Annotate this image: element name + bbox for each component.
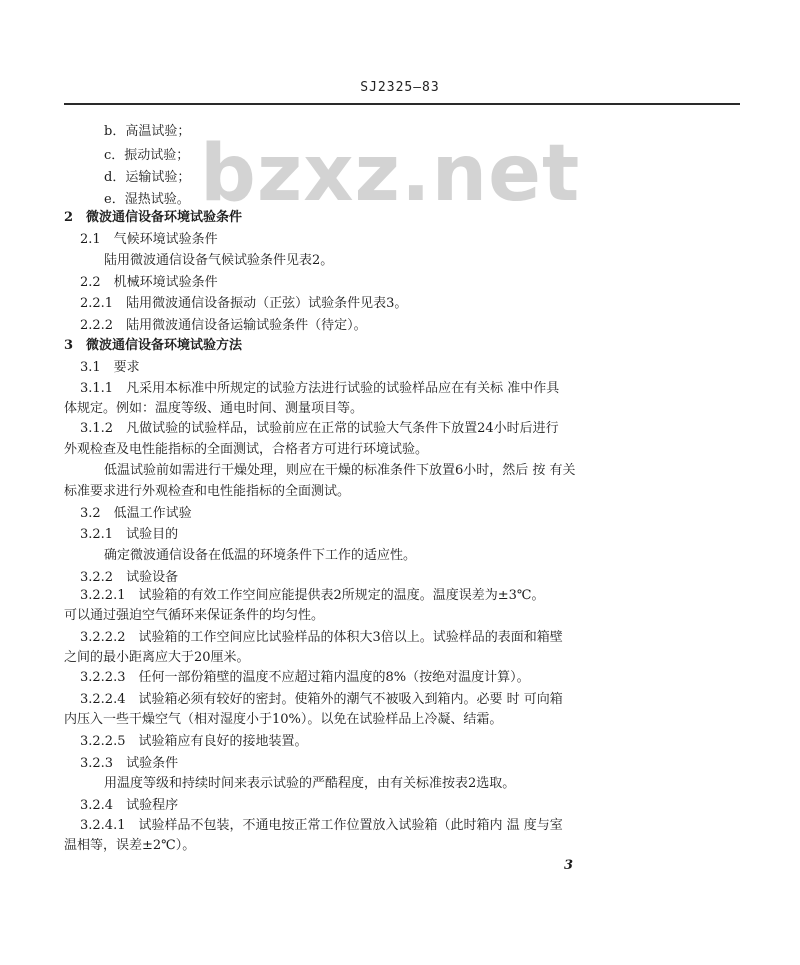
clause-3-1-1-continued: 体规定。例如：温度等级、通电时间、测量项目等。 xyxy=(64,401,364,416)
document-code-header: SJ2325—83 xyxy=(360,80,440,95)
clause-2-2-2: 2.2.2 陆用微波通信设备运输试验条件（待定）。 xyxy=(80,318,367,333)
clause-3-2-4-1-continued: 温相等，误差±2℃）。 xyxy=(64,838,196,853)
list-item-b: b．高温试验； xyxy=(104,124,191,139)
subsection-heading-3-1: 3.1 要求 xyxy=(80,360,140,375)
clause-3-2-2-5: 3.2.2.5 试验箱应有良好的接地装置。 xyxy=(80,734,308,749)
header-rule xyxy=(64,103,740,105)
subsection-heading-3-2: 3.2 低温工作试验 xyxy=(80,506,192,521)
clause-3-2-2-4-continued: 内压入一些干燥空气（相对湿度小于10%）。以免在试验样品上冷凝、结霜。 xyxy=(64,712,503,727)
clause-3-2-2-3: 3.2.2.3 任何一部份箱壁的温度不应超过箱内温度的8%（按绝对温度计算）。 xyxy=(80,670,530,685)
clause-3-2-2: 3.2.2 试验设备 xyxy=(80,570,179,585)
clause-2-2-1: 2.2.1 陆用微波通信设备振动（正弦）试验条件见表3。 xyxy=(80,296,408,311)
page-number: 3 xyxy=(564,858,574,873)
paragraph-continued: 标准要求进行外观检查和电性能指标的全面测试。 xyxy=(64,484,351,499)
clause-3-2-3: 3.2.3 试验条件 xyxy=(80,756,179,771)
clause-3-1-1: 3.1.1 凡采用本标准中所规定的试验方法进行试验的试验样品应在有关标 准中作具 xyxy=(80,381,560,396)
paragraph: 确定微波通信设备在低温的环境条件下工作的适应性。 xyxy=(104,548,417,563)
clause-3-2-2-2: 3.2.2.2 试验箱的工作空间应比试验样品的体积大3倍以上。试验样品的表面和箱壁 xyxy=(80,630,563,645)
list-item-d: d．运输试验； xyxy=(104,170,191,185)
subsection-heading-2-1: 2.1 气候环境试验条件 xyxy=(80,232,218,247)
list-item-e: e．湿热试验。 xyxy=(104,192,190,207)
paragraph: 用温度等级和持续时间来表示试验的严酷程度，由有关标准按表2选取。 xyxy=(104,776,516,791)
clause-3-2-2-4: 3.2.2.4 试验箱必须有较好的密封。使箱外的潮气不被吸入到箱内。必要 时 可向箱 xyxy=(80,692,563,707)
paragraph: 陆用微波通信设备气候试验条件见表2。 xyxy=(104,253,334,268)
clause-3-2-2-1-continued: 可以通过强迫空气循环来保证条件的均匀性。 xyxy=(64,608,325,623)
section-heading-2: 2 微波通信设备环境试验条件 xyxy=(64,210,243,225)
watermark: bzxz.net xyxy=(200,129,581,219)
subsection-heading-2-2: 2.2 机械环境试验条件 xyxy=(80,275,218,290)
clause-3-2-1: 3.2.1 试验目的 xyxy=(80,527,179,542)
clause-3-1-2-continued: 外观检查及电性能指标的全面测试，合格者方可进行环境试验。 xyxy=(64,442,429,457)
clause-3-2-2-1: 3.2.2.1 试验箱的有效工作空间应能提供表2所规定的温度。温度误差为±3℃。 xyxy=(80,588,545,603)
clause-3-2-2-2-continued: 之间的最小距离应大于20厘米。 xyxy=(64,650,250,665)
clause-3-2-4-1: 3.2.4.1 试验样品不包装，不通电按正常工作位置放入试验箱（此时箱内 温 度与室 xyxy=(80,818,563,833)
paragraph: 低温试验前如需进行干燥处理，则应在干燥的标准条件下放置6小时，然后 按 有关 xyxy=(104,463,576,478)
clause-3-2-4: 3.2.4 试验程序 xyxy=(80,798,179,813)
clause-3-1-2: 3.1.2 凡做试验的试验样品，试验前应在正常的试验大气条件下放置24小时后进行 xyxy=(80,421,559,436)
section-heading-3: 3 微波通信设备环境试验方法 xyxy=(64,338,243,353)
list-item-c: c．振动试验； xyxy=(104,148,190,163)
